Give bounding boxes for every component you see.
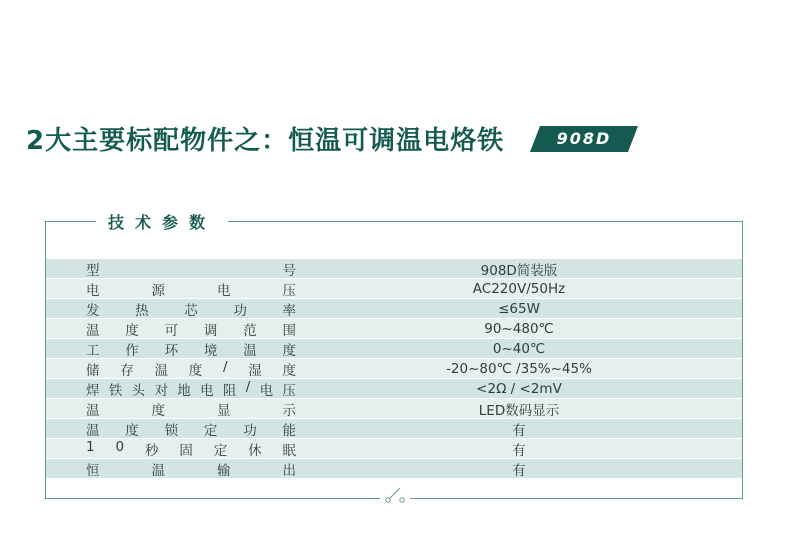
spec-label: 发 热 芯 功 率 [86,302,296,319]
spec-value: ≤65W [498,300,540,317]
spec-value: -20~80℃ /35%~45% [446,360,592,377]
spec-row [46,379,742,398]
spec-value: 908D简装版 [480,262,558,279]
spec-row [46,299,742,318]
spec-row [46,359,742,378]
spec-table [46,259,742,479]
spec-row [46,419,742,438]
spec-value: 0~40℃ [492,340,546,357]
spec-value: AC220V/50Hz [472,280,566,297]
spec-label: 储 存 温 度 / 湿 度 [86,358,296,379]
model-badge [530,126,638,152]
spec-label: 工 作 环 境 温 度 [86,342,296,359]
spec-label: 温 度 可 调 范 围 [86,322,296,339]
spec-label: 电 源 电 压 [86,282,296,299]
spec-label: 温 度 锁 定 功 能 [86,422,296,439]
spec-value: 有 [512,442,526,459]
spec-value: 90~480℃ [484,320,554,337]
spec-label: 焊 铁 头 对 地 电 阻 / 电 压 [86,378,296,399]
spec-label: 恒 温 输 出 [86,462,296,479]
spec-row [46,279,742,298]
section-label: 技术参数 [96,210,228,233]
spec-value: <2Ω / <2mV [476,380,562,397]
spec-label: 1 0 秒 固 定 休 眠 [86,438,296,459]
spec-row [46,259,742,278]
spec-row [46,399,742,418]
page-title: 2大主要标配物件之：恒温可调温电烙铁 [26,126,505,156]
spec-row [46,459,742,478]
spec-value: 有 [512,462,526,479]
spec-row [46,339,742,358]
spec-label: 温 度 显 示 [86,402,296,419]
spec-row [46,319,742,338]
spec-value: 有 [512,422,526,439]
spec-row [46,439,742,458]
spec-value: LED数码显示 [478,402,560,419]
model-badge-text: 908D [556,129,612,148]
switch-icon [378,484,412,506]
spec-label: 型 号 [86,262,296,279]
